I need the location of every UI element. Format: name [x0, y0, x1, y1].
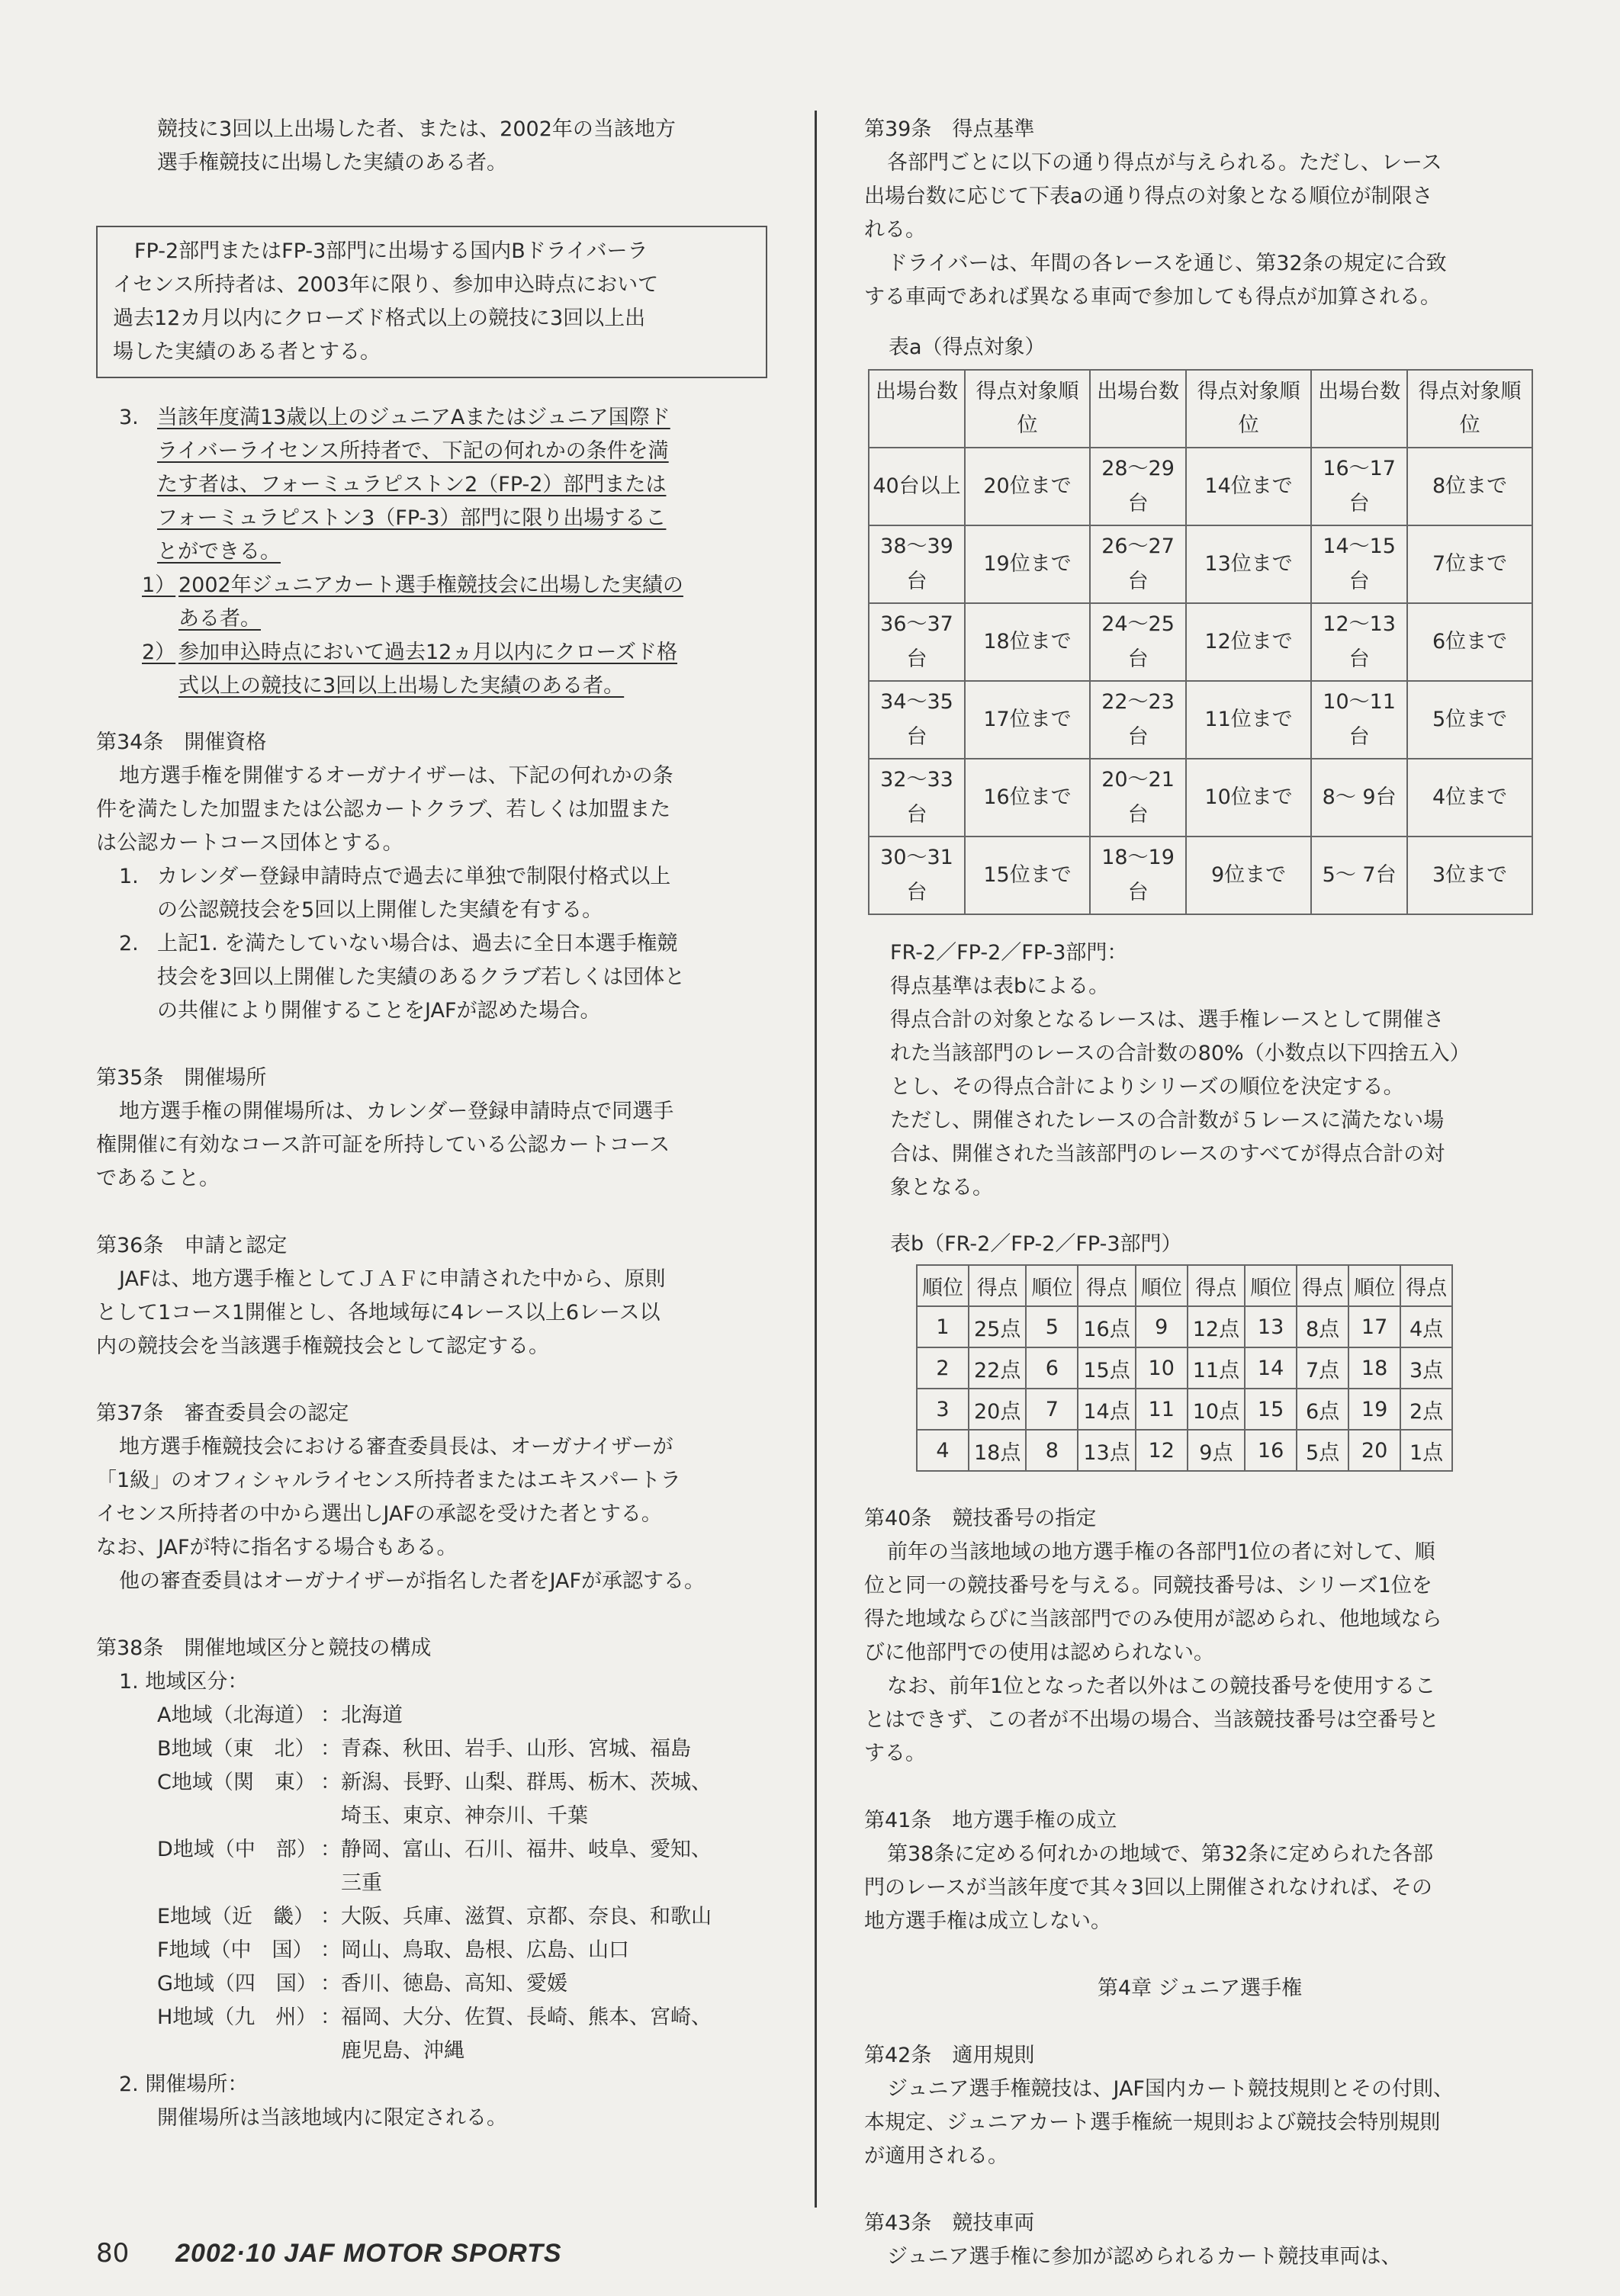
table-a-row [869, 603, 1532, 681]
table-a-cell: 3位まで [1407, 837, 1532, 914]
table-b-row [917, 1389, 1452, 1430]
article-35: 第35条 開催場所 地方選手権の開催場所は、カレンダー登録申請時点で同選手 権開催に有効なコース許可証を所持している公認カートコース であること。 [96, 1061, 767, 1196]
table-a-cell: 14位まで [1186, 448, 1311, 525]
table-a-cell: 16～17台 [1311, 448, 1407, 525]
table-b-cell: 3 [917, 1389, 969, 1430]
table-b-cell: 11 [1136, 1389, 1188, 1430]
article-37-title: 第37条 審査委員会の認定 [96, 1402, 349, 1425]
table-a-cell: 18～19台 [1090, 837, 1186, 914]
table-a-cell: 32～33台 [869, 759, 965, 837]
table-b-header-cell: 順位 [1245, 1265, 1297, 1306]
table-b-cell: 15点 [1078, 1347, 1135, 1389]
article-39: 第39条 得点基準 各部門ごとに以下の通り得点が与えられる。ただし、レース 出場台数に応じて下表aの通り得点の対象となる順位が制限さ れる。 ドライバーは、年間の各レースを通じ、第32条の規定に合致 する車両であれば異なる車両で参加しても得点が加算される。 表a（得点対象） 出場台数 得点対象順位 出場台数 得点対象順位 出場台数 得点対象順位 40台以上 20位まで 28～29台 14位まで 16～17台 8位まで 38～39台 19位まで 26～27台 13位まで 14～15台 7位まで 36～37台 18位まで 24～25台 12位まで 12～13台 6位まで 34～35台 17位まで 22～23台 11位まで 10～11台 5位まで 32～33台 16位まで 20～21台 10位まで 8～ 9台 4位まで 30～31台 15位まで 18～19台 9位まで 5～ 7台 3位まで FR-2／FP-2／FP-3部門： 得点基準は表bによる。 得点合計の対象となるレースは、選手権レースとして開催さ れた当該部門のレースの合計数の80%（小数点以下四捨五入） とし、その得点合計によりシリーズの順位を決定する。 ただし、開催されたレースの合計数が５レースに満たない場 合は、開催された当該部門のレースのすべてが得点合計の対 象となる。 表b（FR-2／FP-2／FP-3部門） 順位 得点 順位 得点 順位 得点 順位 得点 順位 得点 1 25点 5 16点 9 12点 13 8点 17 4点 2 22点 6 15点 10 11点 14 7点 18 3点 3 20点 7 14点 11 10点 15 6点 19 2点 4 18点 8 13点 12 9点 16 5点 20 1点 [864, 113, 1535, 1472]
table-b-cell: 8 [1026, 1430, 1078, 1471]
table-a-cell: 10位まで [1186, 759, 1311, 837]
table-b-header-cell: 順位 [917, 1265, 969, 1306]
region-b: B地域（東 北） ：青森、秋田、岩手、山形、宮城、福島 [157, 1737, 691, 1761]
article-37: 第37条 審査委員会の認定 地方選手権競技会における審査委員長は、オーガナイザーが 「1級」のオフィシャルライセンス所持者またはエキスパートラ イセンス所持者の中から選出しJAFの承認を受けた者とする。 なお、JAFが特に指名する場合もある。 他の審査委員はオーガナイザーが指名した者をJAFが承認する。 [96, 1397, 767, 1598]
table-b-header-cell: 順位 [1136, 1265, 1188, 1306]
table-a-cell: 8位まで [1407, 448, 1532, 525]
table-a-cell: 15位まで [965, 837, 1090, 914]
table-b-header-cell: 得点 [1400, 1265, 1452, 1306]
table-a-cell: 28～29台 [1090, 448, 1186, 525]
table-b-cell: 5点 [1297, 1430, 1348, 1471]
table-a-row [869, 759, 1532, 837]
table-a-row [869, 525, 1532, 603]
table-a-header-cell: 出場台数 [1311, 370, 1407, 448]
table-a-cell: 8～ 9台 [1311, 759, 1407, 837]
table-b-row [917, 1347, 1452, 1389]
table-a-cell: 18位まで [965, 603, 1090, 681]
table-a-cell: 30～31台 [869, 837, 965, 914]
table-b-header-row [917, 1265, 1452, 1306]
table-b-cell: 4 [917, 1430, 969, 1471]
table-a-header-cell: 出場台数 [869, 370, 965, 448]
item-3: 3. 当該年度満13歳以上のジュニアAまたはジュニア国際ド ライバーライセンス所持者で、下記の何れかの条件を満 たす者は、フォーミュラピストン2（FP-2）部門または フォーミュラピストン3（FP-3）部門に限り出場するこ とができる。 1） 2002年ジュニアカート選手権競技会に出場した実績の ある者。 2） 参加申込時点において過去12ヵ月以内にクローズド格 式以上の競技に3回以上出場した実績のある者。 [96, 401, 767, 703]
article-39-title: 第39条 得点基準 [864, 117, 1035, 141]
table-a-cell: 13位まで [1186, 525, 1311, 603]
table-a-cell: 19位まで [965, 525, 1090, 603]
table-b-cell: 10 [1136, 1347, 1188, 1389]
table-b-cell: 11点 [1188, 1347, 1245, 1389]
table-b-header-cell: 得点 [1188, 1265, 1245, 1306]
table-b-cell: 6 [1026, 1347, 1078, 1389]
article-38-title: 第38条 開催地域区分と競技の構成 [96, 1636, 432, 1660]
table-b-caption: 表b（FR-2／FP-2／FP-3部門） [890, 1232, 1182, 1256]
table-b-cell: 10点 [1188, 1389, 1245, 1430]
intro-paragraph: 競技に3回以上出場した者、または、2002年の当該地方 選手権競技に出場した実績のある者。 [157, 117, 676, 175]
table-a-header-cell: 得点対象順位 [1186, 370, 1311, 448]
table-a-cell: 22～23台 [1090, 681, 1186, 759]
region-h: H地域（九 州） ：福岡、大分、佐賀、長崎、熊本、宮崎、 鹿児島、沖縄 [157, 2005, 712, 2063]
table-b-cell: 19 [1348, 1389, 1400, 1430]
table-b-cell: 5 [1026, 1306, 1078, 1347]
table-a-cell: 36～37台 [869, 603, 965, 681]
table-b-cell: 15 [1245, 1389, 1297, 1430]
table-a-header-row [869, 370, 1532, 448]
table-b-cell: 6点 [1297, 1389, 1348, 1430]
table-b-cell: 9 [1136, 1306, 1188, 1347]
region-c: C地域（関 東） ：新潟、長野、山梨、群馬、栃木、茨城、 埼玉、東京、神奈川、千葉 [157, 1771, 712, 1828]
table-b-cell: 12点 [1188, 1306, 1245, 1347]
right-column [864, 113, 1535, 2274]
table-a-cell: 5位まで [1407, 681, 1532, 759]
table-a-header-cell: 得点対象順位 [1407, 370, 1532, 448]
table-a-row [869, 837, 1532, 914]
table-b-cell: 18点 [969, 1430, 1026, 1471]
article-34: 第34条 開催資格 地方選手権を開催するオーガナイザーは、下記の何れかの条 件を満たした加盟または公認カートクラブ、若しくは加盟また は公認カートコース団体とする。 1. カレンダー登録申請時点で過去に単独で制限付格式以上 の公認競技会を5回以上開催した実績を有する。 2. 上記1. を満たしていない場合は、過去に全日本選手権競 技会を3回以上開催した実績のあるクラブ若しくは団体と の共催により開催することをJAFが認めた場合。 [96, 726, 767, 1028]
article-40: 第40条 競技番号の指定 前年の当該地域の地方選手権の各部門1位の者に対して、順 位と同一の競技番号を与える。同競技番号は、シリーズ1位を 得た地域ならびに当該部門でのみ使用が認められ、他地域なら びに他部門での使用は認められない。 なお、前年1位となった者以外はこの競技番号を使用するこ とはできず、この者が不出場の場合、当該競技番号は空番号と する。 [864, 1502, 1535, 1771]
table-a-cell: 40台以上 [869, 448, 965, 525]
region-d: D地域（中 部） ：静岡、富山、石川、福井、岐阜、愛知、 三重 [157, 1838, 712, 1895]
table-a-cell: 16位まで [965, 759, 1090, 837]
table-a-caption: 表a（得点対象） [889, 336, 1046, 359]
table-b-cell: 16点 [1078, 1306, 1135, 1347]
table-b-cell: 25点 [969, 1306, 1026, 1347]
table-b-cell: 14 [1245, 1347, 1297, 1389]
table-b-cell: 3点 [1400, 1347, 1452, 1389]
table-a-cell: 24～25台 [1090, 603, 1186, 681]
table-b-cell: 22点 [969, 1347, 1026, 1389]
table-b-cell: 12 [1136, 1430, 1188, 1471]
table-b-cell: 2 [917, 1347, 969, 1389]
table-b-cell: 1 [917, 1306, 969, 1347]
table-a-cell: 6位まで [1407, 603, 1532, 681]
table-b-header-cell: 順位 [1348, 1265, 1400, 1306]
table-a-cell: 5～ 7台 [1311, 837, 1407, 914]
table-b-cell: 20点 [969, 1389, 1026, 1430]
table-a-cell: 34～35台 [869, 681, 965, 759]
table-a-cell: 20位まで [965, 448, 1090, 525]
table-a-cell: 14～15台 [1311, 525, 1407, 603]
table-a-cell: 4位まで [1407, 759, 1532, 837]
table-b-header-cell: 得点 [1297, 1265, 1348, 1306]
table-a-row [869, 448, 1532, 525]
table-b-cell: 7 [1026, 1389, 1078, 1430]
notice-box: FP-2部門またはFP-3部門に出場する国内Bドライバーラ イセンス所持者は、2003年に限り、参加申込時点において 過去12カ月以内にクローズド格式以上の競技に3回以上出 場した実績のある者とする。 [96, 226, 767, 378]
page-footer [96, 2238, 562, 2269]
column-divider [815, 111, 817, 2208]
fr-paragraph: FR-2／FP-2／FP-3部門： 得点基準は表bによる。 得点合計の対象となるレースは、選手権レースとして開催さ れた当該部門のレースの合計数の80%（小数点以下四捨五入） とし、その得点合計によりシリーズの順位を決定する。 ただし、開催されたレースの合計数が５レースに満たない場 合は、開催された当該部門のレースのすべてが得点合計の対 象となる。 [890, 941, 1471, 1199]
table-a-cell: 26～27台 [1090, 525, 1186, 603]
item-3-number: 3. [119, 406, 139, 429]
table-b-cell: 1点 [1400, 1430, 1452, 1471]
item-3-sub-2: 2） 参加申込時点において過去12ヵ月以内にクローズド格 式以上の競技に3回以上出場した実績のある者。 [142, 641, 678, 698]
table-a-cell: 38～39台 [869, 525, 965, 603]
table-a-cell: 11位まで [1186, 681, 1311, 759]
region-e: E地域（近 畿） ：大阪、兵庫、滋賀、京都、奈良、和歌山 [157, 1905, 712, 1928]
table-a-cell: 9位まで [1186, 837, 1311, 914]
article-42: 第42条 適用規則 ジュニア選手権競技は、JAF国内カート競技規則とその付則、 本規定、ジュニアカート選手権統一規則および競技会特別規則 が適用される。 [864, 2039, 1535, 2173]
page-number: 80 [96, 2238, 130, 2269]
table-a-header-cell: 得点対象順位 [965, 370, 1090, 448]
table-b-cell: 4点 [1400, 1306, 1452, 1347]
table-b-cell: 9点 [1188, 1430, 1245, 1471]
table-b-cell: 13 [1245, 1306, 1297, 1347]
table-b-cell: 17 [1348, 1306, 1400, 1347]
table-b-cell: 18 [1348, 1347, 1400, 1389]
table-a-cell: 7位まで [1407, 525, 1532, 603]
region-f: F地域（中 国） ：岡山、鳥取、島根、広島、山口 [157, 1938, 629, 1962]
article-41: 第41条 地方選手権の成立 第38条に定める何れかの地域で、第32条に定められた各部 門のレースが当該年度で其々3回以上開催されなければ、その 地方選手権は成立しない。 [864, 1804, 1535, 1938]
left-column [96, 113, 767, 2135]
region-g: G地域（四 国） ：香川、徳島、高知、愛媛 [157, 1972, 567, 1996]
table-b-row [917, 1430, 1452, 1471]
chapter-heading: 第4章 ジュニア選手権 [1097, 1976, 1303, 2000]
table-b-cell: 16 [1245, 1430, 1297, 1471]
table-a-cell: 12～13台 [1311, 603, 1407, 681]
table-a [868, 369, 1533, 915]
magazine-title: 2002·10 JAF MOTOR SPORTS [175, 2239, 562, 2268]
table-b-cell: 13点 [1078, 1430, 1135, 1471]
region-a: A地域（北海道） ：北海道 [157, 1704, 403, 1727]
table-b-cell: 7点 [1297, 1347, 1348, 1389]
item-3-sub-1: 1） 2002年ジュニアカート選手権競技会に出場した実績の ある者。 [142, 573, 683, 631]
table-a-header-cell: 出場台数 [1090, 370, 1186, 448]
table-a-row [869, 681, 1532, 759]
article-40-title: 第40条 競技番号の指定 [864, 1507, 1097, 1530]
article-42-title: 第42条 適用規則 [864, 2044, 1035, 2067]
article-41-title: 第41条 地方選手権の成立 [864, 1809, 1117, 1832]
table-b-row [917, 1306, 1452, 1347]
table-b-header-cell: 得点 [1078, 1265, 1135, 1306]
article-36-title: 第36条 申請と認定 [96, 1234, 288, 1257]
article-43: 第43条 競技車両 ジュニア選手権に参加が認められるカート競技車両は、 [864, 2207, 1535, 2274]
article-34-title: 第34条 開催資格 [96, 731, 267, 754]
article-35-title: 第35条 開催場所 [96, 1066, 267, 1090]
table-b-header-cell: 順位 [1026, 1265, 1078, 1306]
table-a-cell: 10～11台 [1311, 681, 1407, 759]
article-36: 第36条 申請と認定 JAFは、地方選手権としてＪＡＦに申請された中から、原則 として1コース1開催とし、各地域毎に4レース以上6レース以 内の競技会を当該選手権競技会として認定する。 [96, 1229, 767, 1363]
table-a-cell: 12位まで [1186, 603, 1311, 681]
table-b-cell: 14点 [1078, 1389, 1135, 1430]
table-b-cell: 2点 [1400, 1389, 1452, 1430]
article-38: 第38条 開催地域区分と競技の構成 1. 地域区分： A地域（北海道） ：北海道 B地域（東 北） ：青森、秋田、岩手、山形、宮城、福島 C地域（関 東） ：新潟、長野、山梨、群馬、栃木、茨城、 埼玉、東京、神奈川、千葉 D地域（中 部） ：静岡、富山、石川、福井、岐阜、愛知、 三重 E地域（近 畿） ：大阪、兵庫、滋賀、京都、奈良、和歌山 F地域（中 国） ：岡山、鳥取、島根、広島、山口 G地域（四 国） ：香川、徳島、高知、愛媛 H地域（九 州） ：福岡、大分、佐賀、長崎、熊本、宮崎、 鹿児島、沖縄 2. 開催場所： 開催場所は当該地域内に限定される。 [96, 1632, 767, 2135]
article-43-title: 第43条 競技車両 [864, 2211, 1035, 2235]
table-b [916, 1264, 1453, 1472]
table-a-cell: 20～21台 [1090, 759, 1186, 837]
table-b-header-cell: 得点 [969, 1265, 1026, 1306]
table-b-cell: 20 [1348, 1430, 1400, 1471]
table-b-cell: 8点 [1297, 1306, 1348, 1347]
table-a-cell: 17位まで [965, 681, 1090, 759]
